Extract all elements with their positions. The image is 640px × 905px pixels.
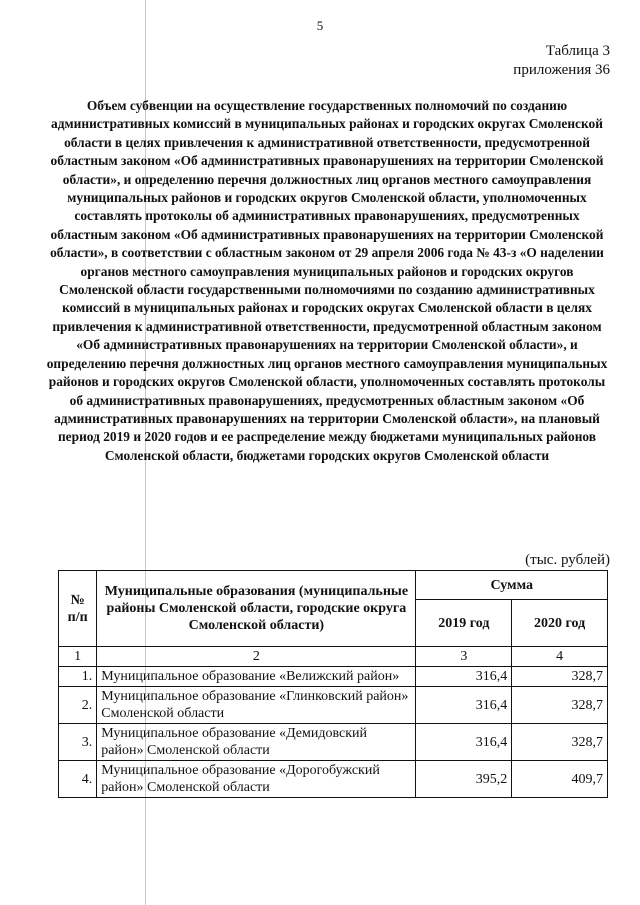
header-municipality: Муниципальные образования (муниципальные районы Смоленской области, городские округа Смоленской области)	[97, 571, 416, 647]
table-row	[59, 687, 608, 724]
scan-artifact-line	[145, 0, 146, 905]
row-municipality: Муниципальное образование «Велижский район»	[97, 667, 416, 687]
row-num: 3.	[59, 724, 97, 761]
row-value-2020: 409,7	[512, 761, 608, 798]
row-num: 4.	[59, 761, 97, 798]
page-number: 5	[316, 18, 324, 33]
row-municipality: Муниципальное образование «Демидовский район» Смоленской области	[97, 724, 416, 761]
table-reference-line1: Таблица 3	[545, 43, 610, 59]
row-value-2020: 328,7	[512, 667, 608, 687]
row-value-2019: 395,2	[416, 761, 512, 798]
table-reference	[513, 42, 610, 80]
table-row	[59, 724, 608, 761]
row-municipality: Муниципальное образование «Глинковский район» Смоленской области	[97, 687, 416, 724]
header-year-2019: 2019 год	[416, 600, 512, 647]
table-row	[59, 667, 608, 687]
row-municipality: Муниципальное образование «Дорогобужский район» Смоленской области	[97, 761, 416, 798]
index-cell-4: 4	[512, 647, 608, 667]
header-sum: Сумма	[416, 571, 608, 600]
row-value-2019: 316,4	[416, 667, 512, 687]
units-label: (тыс. рублей)	[525, 552, 610, 568]
index-cell-2: 2	[97, 647, 416, 667]
row-num: 1.	[59, 667, 97, 687]
row-value-2019: 316,4	[416, 724, 512, 761]
header-num: № п/п	[59, 571, 97, 647]
document-title: Объем субвенции на осуществление государственных полномочий по созданию административных комиссий в муниципальных районах и городских округах Смоленской области в целях привлечения к административной ответственности, предусмотренной областным законом «Об административных правонарушениях на территории Смоленской области», и определению перечня должностных лиц органов местного самоуправления муниципальных районов и городских округов Смоленской области, уполномоченных составлять протоколы об административных правонарушениях, предусмотренных областным законом «Об административных правонарушениях на территории Смоленской области», в соответствии с областным законом от 29 апреля 2006 года № 43-з «О наделении органов местного самоуправления муниципальных районов и городских округов Смоленской области государственными полномочиями по созданию административных комиссий в муниципальных районах и городских округах Смоленской области в целях привлечения к административной ответственности, предусмотренной областным законом «Об административных правонарушениях на территории Смоленской области», и определению перечня должностных лиц органов местного самоуправления муниципальных районов и городских округов Смоленской области, уполномоченных составлять протоколы об административных правонарушениях, предусмотренных областным законом «Об административных правонарушениях на территории Смоленской области», на плановый период 2019 и 2020 годов и ее распределение между бюджетами муниципальных районов Смоленской области, бюджетами городских округов Смоленской области	[46, 98, 608, 463]
row-value-2019: 316,4	[416, 687, 512, 724]
row-value-2020: 328,7	[512, 687, 608, 724]
table-row	[59, 761, 608, 798]
subsidy-table	[58, 570, 608, 798]
table-reference-line2: приложения 36	[513, 62, 610, 78]
table-header-row	[59, 571, 608, 600]
row-value-2020: 328,7	[512, 724, 608, 761]
header-year-2020: 2020 год	[512, 600, 608, 647]
index-cell-1: 1	[59, 647, 97, 667]
index-cell-3: 3	[416, 647, 512, 667]
table-index-row	[59, 647, 608, 667]
row-num: 2.	[59, 687, 97, 724]
